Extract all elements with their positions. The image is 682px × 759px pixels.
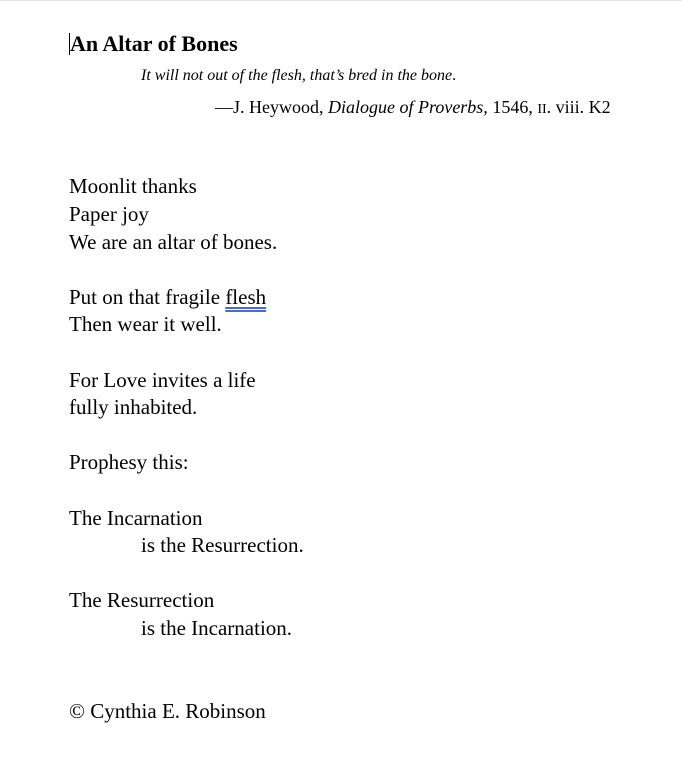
stanza-2-line-2[interactable]: Then wear it well.	[69, 312, 222, 336]
stanza-3-line-1[interactable]: For Love invites a life	[69, 368, 256, 392]
page-top-edge	[0, 0, 682, 1]
stanza-1-line-3[interactable]: We are an altar of bones.	[69, 230, 278, 254]
attribution-work-title: Dialogue of Proverbs,	[328, 97, 488, 117]
stanza-2-line-1-text: Put on that fragile	[69, 285, 226, 309]
attribution-year: 1546,	[487, 97, 538, 117]
stanza-5-line-2[interactable]: is the Resurrection.	[141, 533, 304, 557]
stanza-6-line-1[interactable]: The Resurrection	[69, 588, 215, 612]
stanza-1-line-1[interactable]: Moonlit thanks	[69, 174, 197, 198]
stanza-1-line-2[interactable]: Paper joy	[69, 202, 149, 226]
stanza-6-line-2[interactable]: is the Incarnation.	[141, 616, 293, 640]
epigraph-quote-period: .	[452, 67, 457, 84]
poem-title[interactable]: An Altar of Bones	[70, 31, 238, 56]
stanza-2-line-1[interactable]	[69, 285, 266, 309]
stanza-5-line-1[interactable]: The Incarnation	[69, 506, 203, 530]
attribution-location: . viii. K2	[546, 97, 611, 117]
epigraph-attribution[interactable]	[215, 97, 611, 118]
stanza-3-line-2[interactable]: fully inhabited.	[69, 395, 198, 419]
stanza-4-line-1[interactable]: Prophesy this:	[69, 450, 189, 474]
epigraph-quote[interactable]	[141, 67, 456, 85]
copyright-line[interactable]: © Cynthia E. Robinson	[69, 699, 266, 723]
attribution-author: —J. Heywood,	[215, 97, 328, 117]
spellcheck-flagged-word[interactable]: flesh	[225, 285, 267, 309]
attribution-part: II	[537, 102, 547, 117]
epigraph-quote-text: It will not out of the flesh, that’s bred in the bone	[141, 67, 453, 84]
